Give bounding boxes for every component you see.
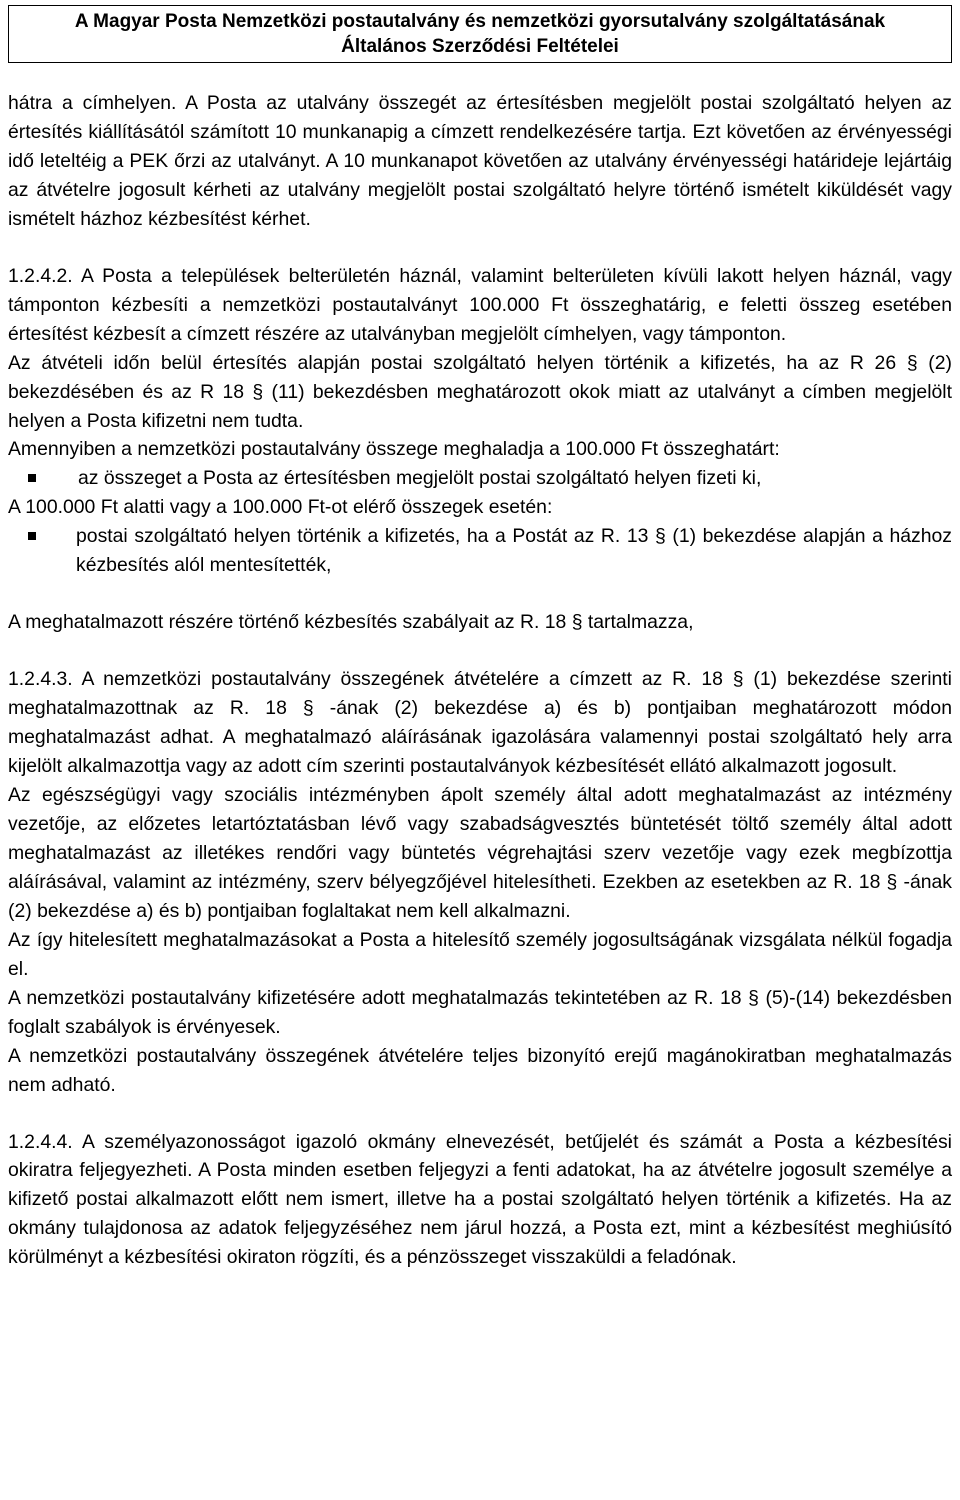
bullet-item xyxy=(8,522,952,580)
paragraph-private-document: A nemzetközi postautalvány összegének átvételére teljes bizonyító erejű magánokiratban meghatalmazás nem adható. xyxy=(8,1044,952,1096)
bullet-text: az összeget a Posta az értesítésben megjelölt postai szolgáltató helyen fizeti ki, xyxy=(78,467,762,490)
section-1-2-4-3: 1.2.4.3. A nemzetközi postautalvány összegének átvételére a címzett az R. 18 § (1) bekezdése szerinti meghatalmazottnak az R. 18 § -ának (2) bekezdése a) és b) pontjaiban meghatározott módon meghatalmazást adhat. A meghatalmazó aláírásának igazolására valamennyi postai szolgáltató hely arra kijelölt alkalmazottja vagy az adott cím szerinti postautalványok kézbesítését ellátó alkalmazott jogosult. xyxy=(8,668,952,778)
paragraph-gap xyxy=(8,637,952,665)
header-title-line2: Általános Szerződési Feltételei xyxy=(341,36,619,57)
section-1-2-4-4: 1.2.4.4. A személyazonosságot igazoló okmány elnevezését, betűjelét és számát a Posta a kézbesítési okiratra feljegyezheti. A Posta minden esetben feljegyzi a fenti adatokat, ha az átvételre jogosult személye a kifizető postai alkalmazott előtt nem ismert, illetve ha a postai szolgáltató helyen történik a kifizetés. Ha az okmány tulajdonosa az adatok feljegyzéséhez nem járul hozzá, a Posta ezt, mint a kézbesítést meghiúsító körülményt a kézbesítési okiraton rögzíti, és a pénzösszeget visszaküldi a feladónak. xyxy=(8,1130,952,1269)
document-body xyxy=(8,89,952,1272)
paragraph-institution-authorization: Az egészségügyi vagy szociális intézményben ápolt személy által adott meghatalmazást az intézmény vezetője, az előzetes letartóztatásban lévő vagy szabadságvesztés büntetését töltő személy által adott meghatalmazást az illetékes rendőri vagy büntetés végrehajtási szerv vezetője vagy ezek megbízottja aláírásával, valamint az intézmény, szerv bélyegzőjével hitelesítheti. Ezekben az esetekben az R. 18 § -ának (2) bekezdése a) és b) pontjaiban foglaltakat nem kell alkalmazni. xyxy=(8,784,952,922)
paragraph-authenticated-authorizations: Az így hitelesített meghatalmazásokat a Posta a hitelesítő személy jogosultságának vizsgálata nélkül fogadja el. xyxy=(8,928,952,980)
paragraph-gap xyxy=(8,234,952,262)
paragraph-authorization-rules: A nemzetközi postautalvány kifizetésére adott meghatalmazás tekintetében az R. 18 § (5)-(14) bekezdésben foglalt szabályok is érvényesek. xyxy=(8,986,952,1038)
bullet-item xyxy=(8,464,952,493)
paragraph-gap xyxy=(8,580,952,608)
bullet-text: postai szolgáltató helyen történik a kifizetés, ha a Postát az R. 13 § (1) bekezdése alapján a házhoz kézbesítés alól mentesítették, xyxy=(76,525,952,577)
document-header xyxy=(8,5,952,63)
paragraph-gap xyxy=(8,1100,952,1128)
paragraph-notification-payment: Az átvételi időn belül értesítés alapján postai szolgáltató helyen történik a kifizetés, ha az R 26 § (2) bekezdésében és az R 18 § (11) bekezdésben meghatározott okok miatt az utalványt a címben megjelölt helyen a Posta kifizetni nem tudta. xyxy=(8,351,952,432)
section-1-2-4-2: 1.2.4.2. A Posta a települések belterületén háznál, valamint belterületen kívüli lakott helyen háznál, vagy támponton kézbesíti a nemzetközi postautalványt 100.000 Ft összeghatárig, e feletti összeg esetében értesítést kézbesít a címzett részére az utalványban megjelölt címhelyen, vagy támponton. xyxy=(8,264,952,345)
paragraph-authorized-delivery: A meghatalmazott részére történő kézbesítés szabályait az R. 18 § tartalmazza, xyxy=(8,611,694,634)
header-title-line1: A Magyar Posta Nemzetközi postautalvány és nemzetközi gyorsutalvány szolgáltatásának xyxy=(74,11,886,32)
paragraph-over-threshold: Amennyiben a nemzetközi postautalvány összege meghaladja a 100.000 Ft összeghatárt: xyxy=(8,438,780,461)
paragraph-under-threshold: A 100.000 Ft alatti vagy a 100.000 Ft-ot elérő összegek esetén: xyxy=(8,496,553,519)
paragraph-continuation: hátra a címhelyen. A Posta az utalvány összegét az értesítésben megjelölt postai szolgáltató helyen az értesítés kiállításától számított 10 munkanapig a címzett rendelkezésére tartja. Ezt követően az érvényességi idő leteltéig a PEK őrzi az utalványt. A 10 munkanapot követően az utalvány érvényességi határideje lejártáig az átvételre jogosult kérheti az utalvány megjelölt postai szolgáltató helyre történő ismételt kiküldését vagy ismételt házhoz kézbesítést kérhet. xyxy=(8,92,952,230)
